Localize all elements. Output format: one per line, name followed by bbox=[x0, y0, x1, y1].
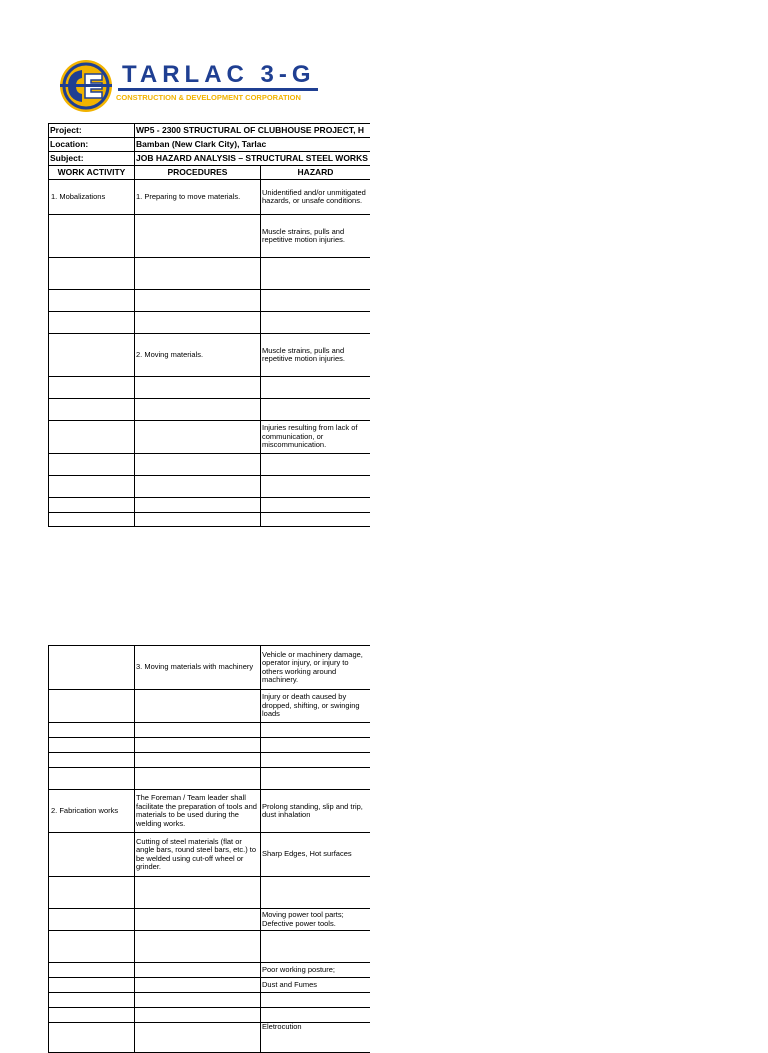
location-value: Bamban (New Clark City), Tarlac bbox=[135, 138, 371, 152]
procedure-cell bbox=[135, 978, 261, 993]
procedure-cell: 2. Moving materials. bbox=[135, 334, 261, 377]
procedure-cell bbox=[135, 498, 261, 513]
procedure-cell bbox=[135, 290, 261, 312]
table-row bbox=[49, 790, 371, 833]
activity-cell bbox=[49, 312, 135, 334]
activity-cell bbox=[49, 738, 135, 753]
activity-cell bbox=[49, 215, 135, 258]
activity-cell bbox=[49, 646, 135, 690]
hazard-cell bbox=[261, 877, 371, 909]
subject-value: JOB HAZARD ANALYSIS – STRUCTURAL STEEL WORKS bbox=[135, 152, 371, 166]
table-row bbox=[49, 1008, 371, 1023]
column-header-procedures: PROCEDURES bbox=[135, 166, 261, 180]
hazard-cell bbox=[261, 454, 371, 476]
activity-cell bbox=[49, 377, 135, 399]
procedure-cell bbox=[135, 877, 261, 909]
subject-label: Subject: bbox=[49, 152, 135, 166]
hazard-cell: Dust and Fumes bbox=[261, 978, 371, 993]
activity-cell bbox=[49, 399, 135, 421]
hazard-cell: Vehicle or machinery damage, operator injury, or injury to others working around machinery. bbox=[261, 646, 371, 690]
hazard-cell bbox=[261, 290, 371, 312]
table-row bbox=[49, 258, 371, 290]
logo-divider bbox=[118, 88, 318, 91]
table-row bbox=[49, 513, 371, 527]
procedure-cell bbox=[135, 738, 261, 753]
table-row bbox=[49, 978, 371, 993]
table-row bbox=[49, 723, 371, 738]
hazard-cell bbox=[261, 498, 371, 513]
table-row bbox=[49, 334, 371, 377]
subject-row bbox=[49, 152, 371, 166]
table-row bbox=[49, 498, 371, 513]
procedure-cell bbox=[135, 768, 261, 790]
activity-cell bbox=[49, 1023, 135, 1053]
activity-cell bbox=[49, 498, 135, 513]
hazard-cell: Sharp Edges, Hot surfaces bbox=[261, 833, 371, 877]
hazard-table-page-1 bbox=[48, 123, 370, 527]
hazard-cell bbox=[261, 723, 371, 738]
activity-cell bbox=[49, 1008, 135, 1023]
table-row bbox=[49, 877, 371, 909]
activity-cell bbox=[49, 454, 135, 476]
column-header-hazard: HAZARD bbox=[261, 166, 371, 180]
hazard-cell bbox=[261, 768, 371, 790]
hazard-table-page-2 bbox=[48, 645, 370, 1053]
hazard-cell: Moving power tool parts; Defective power tools. bbox=[261, 909, 371, 931]
hazard-cell: Unidentified and/or unmitigated hazards, or unsafe conditions. bbox=[261, 180, 371, 215]
activity-cell bbox=[49, 993, 135, 1008]
column-header-work-activity: WORK ACTIVITY bbox=[49, 166, 135, 180]
hazard-cell bbox=[261, 258, 371, 290]
procedure-cell bbox=[135, 963, 261, 978]
project-row bbox=[49, 124, 371, 138]
company-logo bbox=[58, 58, 348, 114]
table-row bbox=[49, 1023, 371, 1053]
procedure-cell bbox=[135, 513, 261, 527]
project-label: Project: bbox=[49, 124, 135, 138]
procedure-cell bbox=[135, 993, 261, 1008]
activity-cell bbox=[49, 421, 135, 454]
procedure-cell: Cutting of steel materials (flat or angle bars, round steel bars, etc.) to be welded using cut-off wheel or grinder. bbox=[135, 833, 261, 877]
activity-cell bbox=[49, 978, 135, 993]
project-value: WP5 - 2300 STRUCTURAL OF CLUBHOUSE PROJECT, H bbox=[135, 124, 371, 138]
table-row bbox=[49, 753, 371, 768]
procedure-cell bbox=[135, 1008, 261, 1023]
procedure-cell bbox=[135, 454, 261, 476]
location-label: Location: bbox=[49, 138, 135, 152]
table-row bbox=[49, 377, 371, 399]
procedure-cell: 1. Preparing to move materials. bbox=[135, 180, 261, 215]
hazard-cell bbox=[261, 1008, 371, 1023]
table-row bbox=[49, 833, 371, 877]
hazard-cell bbox=[261, 931, 371, 963]
hazard-cell bbox=[261, 377, 371, 399]
hazard-cell bbox=[261, 476, 371, 498]
procedure-cell bbox=[135, 690, 261, 723]
company-name: TARLAC 3-G bbox=[122, 61, 316, 88]
table-row bbox=[49, 476, 371, 498]
activity-cell bbox=[49, 334, 135, 377]
table-row bbox=[49, 399, 371, 421]
activity-cell bbox=[49, 931, 135, 963]
activity-cell bbox=[49, 963, 135, 978]
activity-cell bbox=[49, 290, 135, 312]
activity-cell bbox=[49, 753, 135, 768]
table-row bbox=[49, 931, 371, 963]
hazard-cell: Poor working posture; bbox=[261, 963, 371, 978]
activity-cell bbox=[49, 768, 135, 790]
hazard-cell bbox=[261, 993, 371, 1008]
column-header-row bbox=[49, 166, 371, 180]
table-row bbox=[49, 290, 371, 312]
table-row bbox=[49, 215, 371, 258]
activity-cell bbox=[49, 690, 135, 723]
activity-cell: 1. Mobalizations bbox=[49, 180, 135, 215]
activity-cell: 2. Fabrication works bbox=[49, 790, 135, 833]
location-row bbox=[49, 138, 371, 152]
hazard-cell: Prolong standing, slip and trip, dust inhalation bbox=[261, 790, 371, 833]
table-row bbox=[49, 963, 371, 978]
hazard-cell: Injuries resulting from lack of communication, or miscommunication. bbox=[261, 421, 371, 454]
hazard-cell bbox=[261, 312, 371, 334]
activity-cell bbox=[49, 833, 135, 877]
hazard-cell bbox=[261, 513, 371, 527]
hazard-cell bbox=[261, 753, 371, 768]
table-row bbox=[49, 738, 371, 753]
procedure-cell bbox=[135, 215, 261, 258]
table-row bbox=[49, 312, 371, 334]
procedure-cell bbox=[135, 931, 261, 963]
activity-cell bbox=[49, 877, 135, 909]
procedure-cell bbox=[135, 753, 261, 768]
procedure-cell bbox=[135, 909, 261, 931]
procedure-cell bbox=[135, 399, 261, 421]
table-row bbox=[49, 454, 371, 476]
table-row bbox=[49, 421, 371, 454]
hazard-cell bbox=[261, 738, 371, 753]
table-row bbox=[49, 993, 371, 1008]
activity-cell bbox=[49, 513, 135, 527]
hazard-cell: Muscle strains, pulls and repetitive motion injuries. bbox=[261, 215, 371, 258]
procedure-cell bbox=[135, 476, 261, 498]
table-row bbox=[49, 909, 371, 931]
procedure-cell bbox=[135, 421, 261, 454]
procedure-cell: The Foreman / Team leader shall facilitate the preparation of tools and materials to be used during the welding works. bbox=[135, 790, 261, 833]
procedure-cell: 3. Moving materials with machinery bbox=[135, 646, 261, 690]
company-subtitle: CONSTRUCTION & DEVELOPMENT CORPORATION bbox=[116, 93, 301, 102]
procedure-cell bbox=[135, 723, 261, 738]
procedure-cell bbox=[135, 377, 261, 399]
hazard-cell bbox=[261, 399, 371, 421]
table-row bbox=[49, 768, 371, 790]
hazard-cell: Injury or death caused by dropped, shifting, or swinging loads bbox=[261, 690, 371, 723]
activity-cell bbox=[49, 476, 135, 498]
activity-cell bbox=[49, 258, 135, 290]
activity-cell bbox=[49, 909, 135, 931]
hazard-cell: Muscle strains, pulls and repetitive motion injuries. bbox=[261, 334, 371, 377]
activity-cell bbox=[49, 723, 135, 738]
table-row bbox=[49, 646, 371, 690]
company-logo-mark-icon bbox=[58, 58, 114, 114]
procedure-cell bbox=[135, 1023, 261, 1053]
table-row bbox=[49, 690, 371, 723]
hazard-cell: Eletrocution bbox=[261, 1023, 371, 1053]
procedure-cell bbox=[135, 258, 261, 290]
table-row bbox=[49, 180, 371, 215]
procedure-cell bbox=[135, 312, 261, 334]
